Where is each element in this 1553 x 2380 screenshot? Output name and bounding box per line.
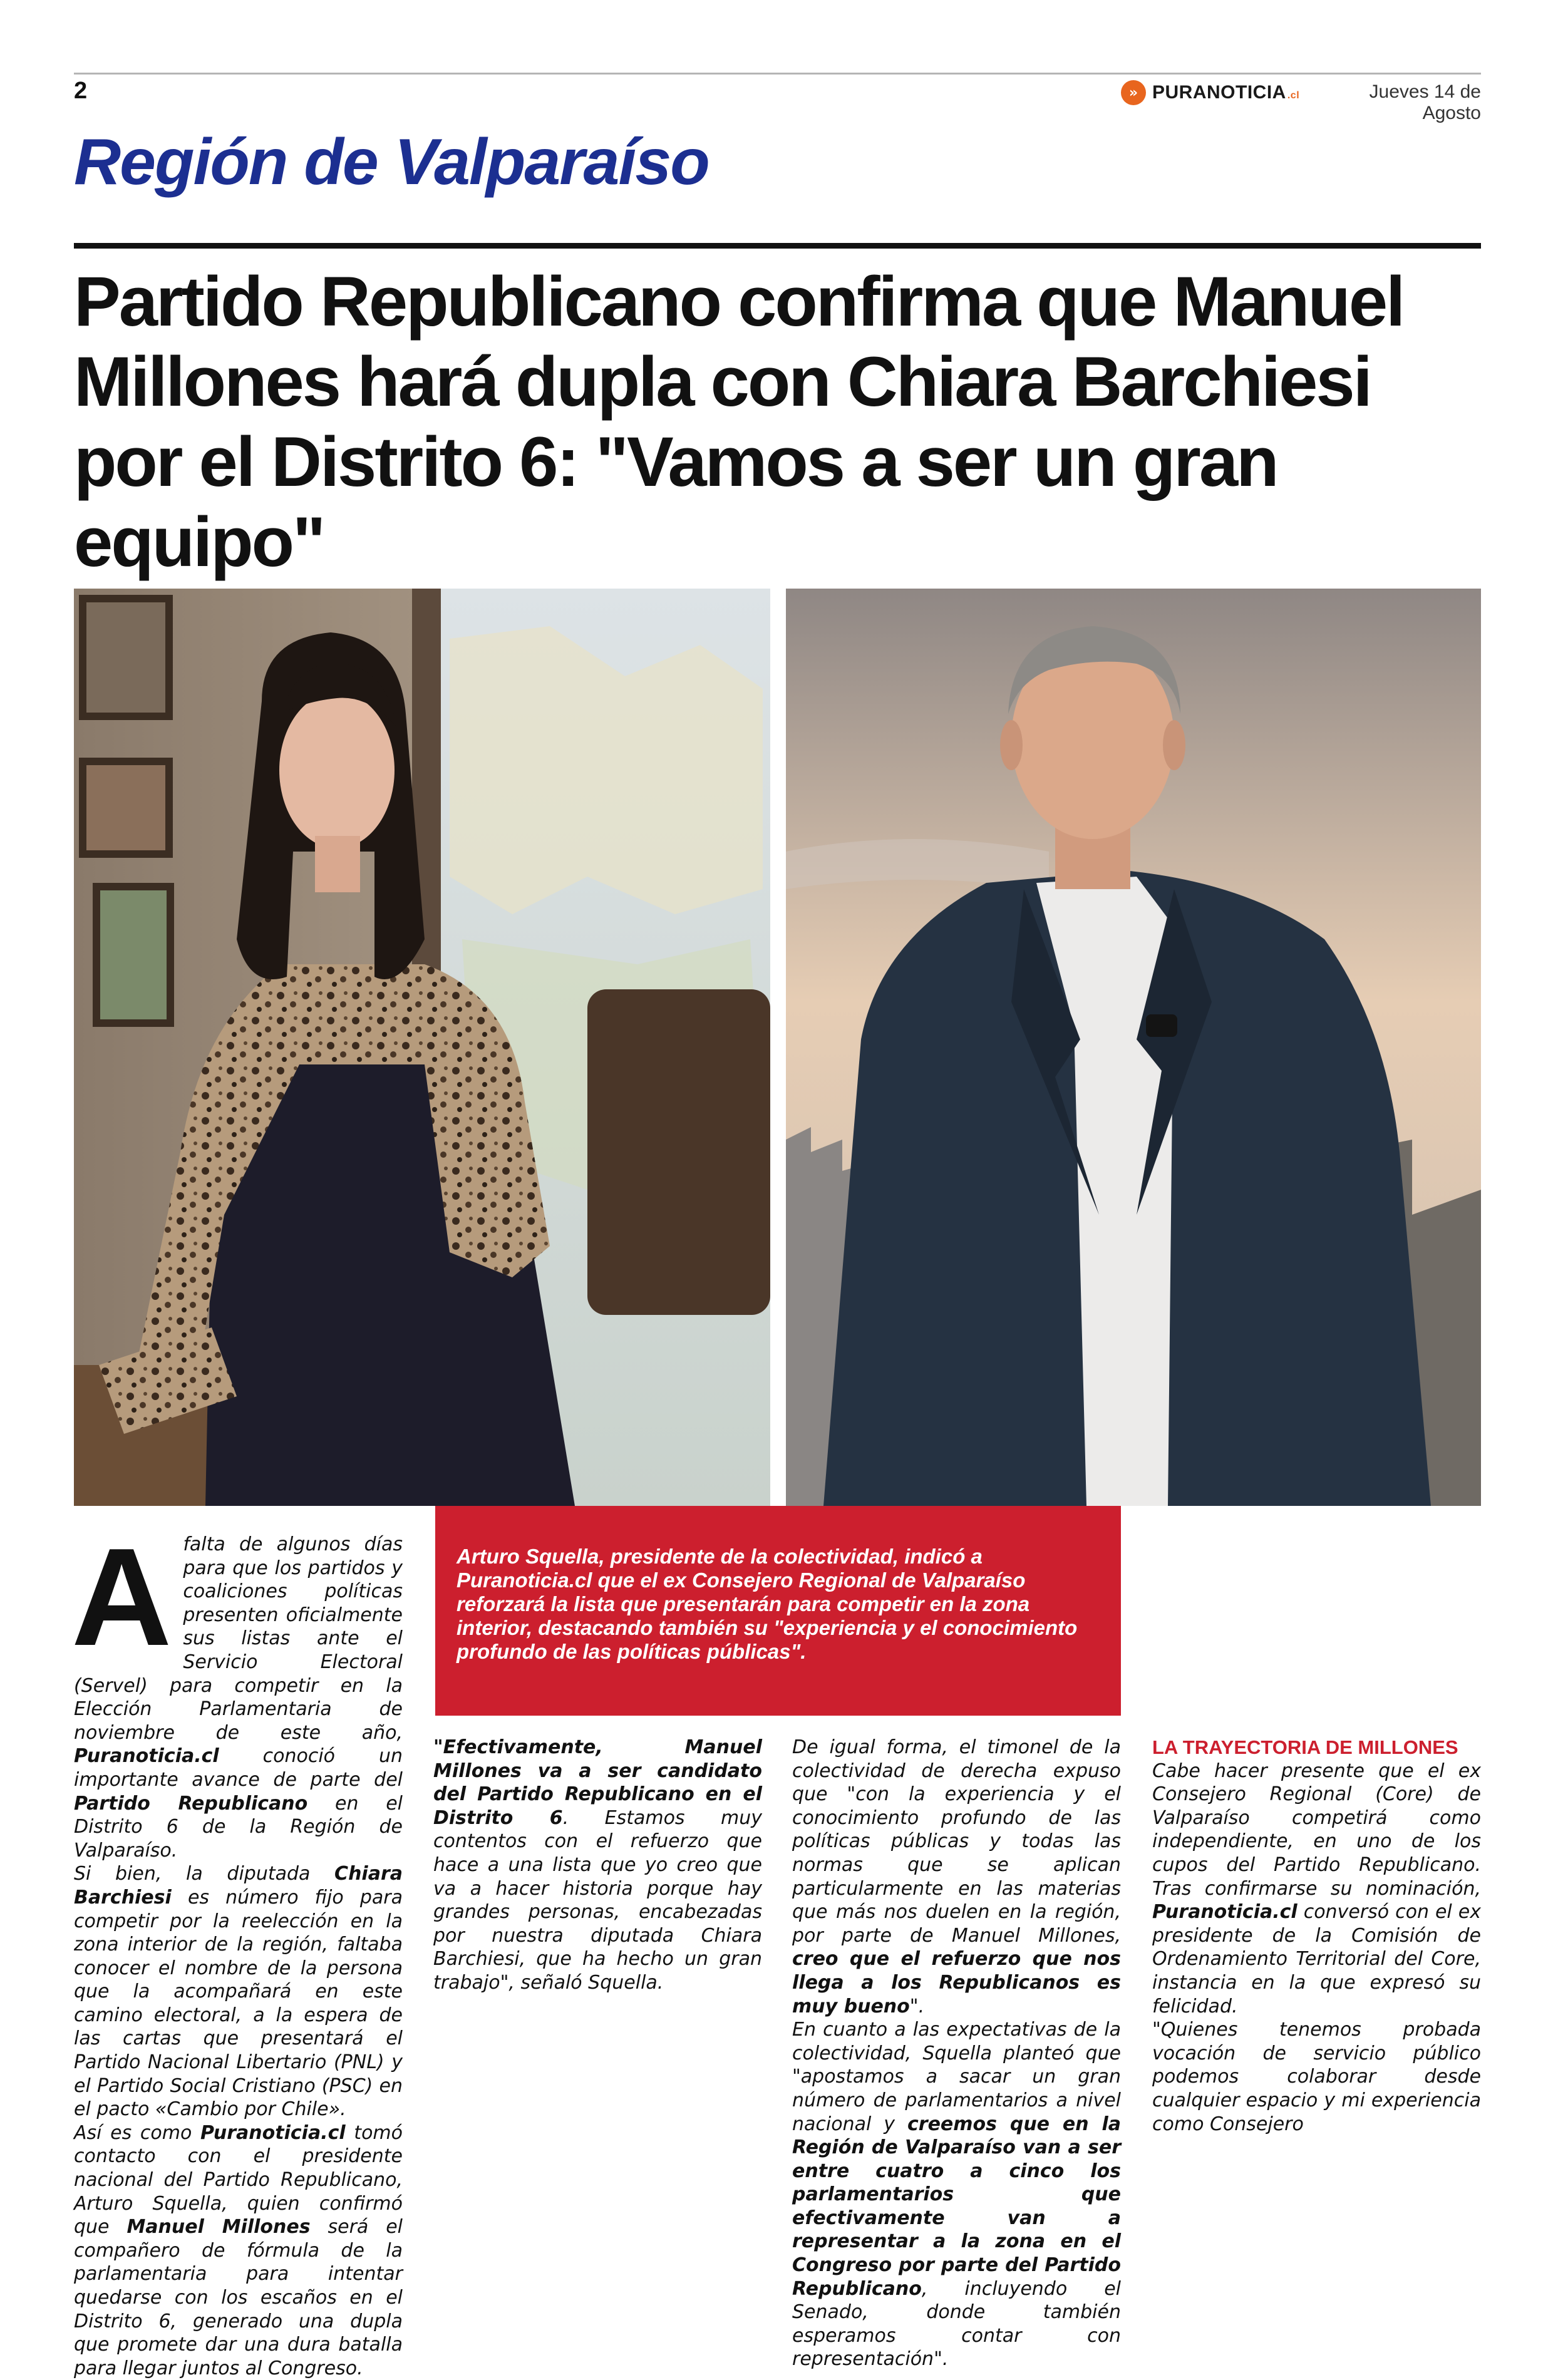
- pullquote-box: Arturo Squella, presidente de la colectividad, indicó a Puranoticia.cl que el ex Consejero Regional de Valparaíso reforzará la lista que presentarán para competir en la zona interior, destacando también su "experiencia y el conocimiento profundo de las políticas públicas".: [435, 1506, 1121, 1716]
- paragraph: "Efectivamente, Manuel Millones va a ser candidato del Partido Republicano en el Distrito 6. Estamos muy contentos con el refuerzo que hace a una lista que yo creo que va a hacer historia porque hay grandes personas, encabezadas por nuestra diputada Chiara Barchiesi, que ha hecho un gran trabajo", señaló Squella.: [433, 1736, 762, 1994]
- woman-portrait-icon: [74, 589, 770, 1506]
- drop-cap: A: [71, 1520, 172, 1675]
- logo-text: PURANOTICIA: [1152, 82, 1286, 103]
- paragraph: Si bien, la diputada Chiara Barchiesi es número fijo para competir por la reelección en la zona interior de la región, faltaba conocer el nombre de la persona que la acompañará en este camino electoral, a la espera de las cartas que presentará el Partido Nacional Libertario (PNL) y el Partido Social Cristiano (PSC) en el pacto «Cambio por Chile».: [74, 1863, 403, 2121]
- paragraph: "Quienes tenemos probada vocación de servicio público podemos colaborar desde cualquier espacio y mi experiencia como Consejero: [1152, 2019, 1481, 2135]
- page-number: 2: [74, 78, 88, 104]
- article-column-4: [1152, 1736, 1481, 2136]
- paragraph: En cuanto a las expectativas de la colectividad, Squella planteó que "apostamos a sacar un gran número de parlamentarios a nivel nacional y creemos que en la Región de Valparaíso van a ser entre cuatro a cinco los parlamentarios que efectivamente van a representar a la zona en el Congreso por parte del Partido Republicano, incluyendo el Senado, donde también esperamos contar con representación".: [792, 2019, 1121, 2371]
- puranoticia-logo: [1121, 80, 1299, 105]
- paragraph: Cabe hacer presente que el ex Consejero Regional (Core) de Valparaíso competirá como independiente, en uno de los cupos del Partido Republicano. Tras confirmarse su nominación, Puranoticia.cl conversó con el ex presidente de la Comisión de Ordenamiento Territorial del Core, instancia en la que expresó su felicidad.: [1152, 1759, 1481, 2017]
- article-column-1: [71, 1520, 403, 2380]
- paragraph: falta de algunos días para que los partidos y coaliciones políticas presenten oficialmente sus listas ante el Servicio Electoral (Servel) para competir en la Elección Parlamentaria de noviembre de este año, Puranoticia.cl conoció un importante avance de parte del Partido Republicano en el Distrito 6 de la Región de Valparaíso.: [74, 1533, 403, 1862]
- paragraph: De igual forma, el timonel de la colectividad de derecha expuso que "con la experiencia y el conocimiento profundo de las políticas públicas y todas las normas que se aplican particularmente en las materias que más nos duelen en la región, por parte de Manuel Millones, creo que el refuerzo que nos llega a los Republicanos es muy bueno".: [792, 1736, 1121, 2017]
- headline: Partido Republicano confirma que Manuel Millones hará dupla con Chiara Barchiesi por el Distrito 6: "Vamos a ser un gran equipo": [74, 262, 1404, 581]
- issue-date: Jueves 14 de Agosto: [1369, 81, 1481, 123]
- article-column-2: [433, 1736, 762, 1995]
- chevrons-icon: »: [1121, 80, 1146, 105]
- section-rule: [74, 243, 1481, 249]
- photo-left: [74, 589, 770, 1506]
- logo-suffix: .cl: [1287, 90, 1300, 101]
- subheading: LA TRAYECTORIA DE MILLONES: [1152, 1736, 1458, 1758]
- man-portrait-icon: [786, 589, 1481, 1506]
- section-title: Región de Valparaíso: [74, 126, 709, 198]
- article-column-3: [792, 1736, 1121, 2371]
- header-rule: [74, 73, 1481, 75]
- photo-right: [786, 589, 1481, 1506]
- paragraph: Así es como Puranoticia.cl tomó contacto con el presidente nacional del Partido Republicano, Arturo Squella, quien confirmó que Manuel Millones será el compañero de fórmula de la parlamentaria para intentar quedarse con los escaños en el Distrito 6, generado una dupla que promete dar una dura batalla para llegar juntos al Congreso.: [74, 2121, 403, 2379]
